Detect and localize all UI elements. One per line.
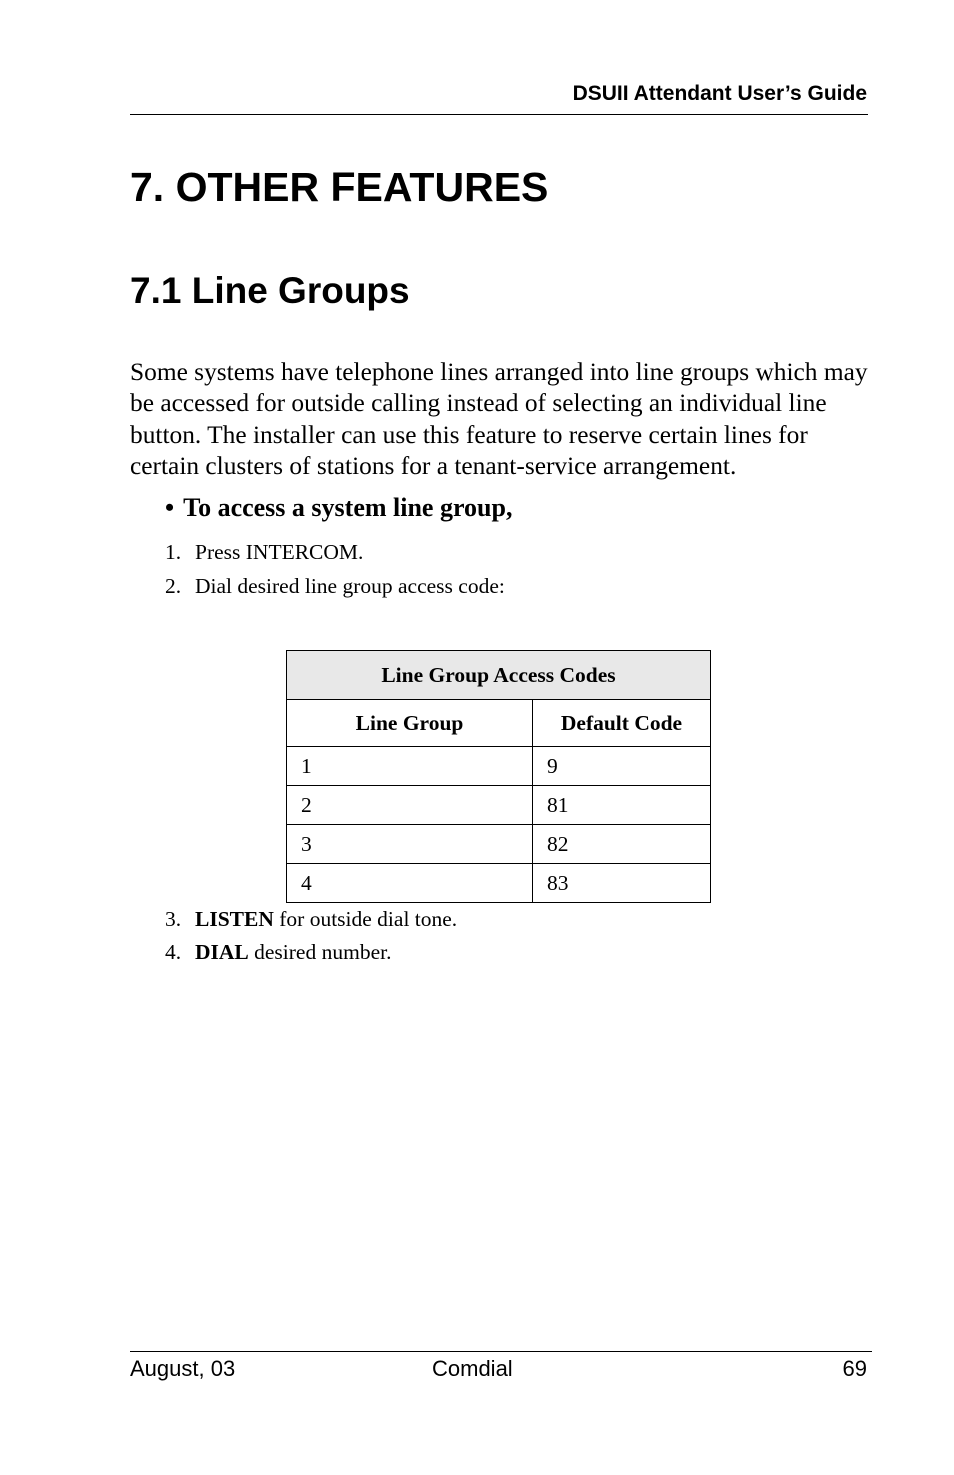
step-2 bbox=[165, 571, 505, 601]
step-1 bbox=[165, 537, 363, 567]
table-header-row bbox=[287, 700, 711, 747]
table-cell: 83 bbox=[533, 864, 711, 903]
step-text: Press INTERCOM. bbox=[195, 540, 364, 564]
step-3 bbox=[165, 904, 457, 934]
table-row bbox=[287, 825, 711, 864]
step-text: for outside dial tone. bbox=[273, 907, 458, 931]
footer-date: August, 03 bbox=[130, 1356, 236, 1381]
header-rule bbox=[130, 114, 868, 115]
footer-rule bbox=[130, 1351, 872, 1352]
table-row bbox=[287, 747, 711, 786]
step-keyword: LISTEN bbox=[195, 907, 274, 931]
step-text: desired number. bbox=[248, 940, 392, 964]
intro-paragraph: Some systems have telephone lines arranged into line groups which may be accessed for outside calling instead of selecting an individual line button. The installer can use this feature to reserve certain lines for certain clusters of stations for a tenant-service arrangement. bbox=[130, 358, 868, 480]
line-group-access-codes-table bbox=[286, 650, 711, 903]
procedure-heading-text: To access a system line group, bbox=[183, 493, 513, 522]
table-row bbox=[287, 786, 711, 825]
step-text: Dial desired line group access code: bbox=[195, 574, 505, 598]
step-number: 2. bbox=[165, 574, 182, 598]
table-row bbox=[287, 864, 711, 903]
column-header-default-code: Default Code bbox=[533, 700, 711, 747]
table-cell: 9 bbox=[533, 747, 711, 786]
chapter-title: 7. OTHER FEATURES bbox=[130, 164, 549, 210]
step-number: 3. bbox=[165, 907, 182, 931]
footer-company: Comdial bbox=[432, 1356, 513, 1381]
step-4 bbox=[165, 937, 391, 967]
table-cell: 1 bbox=[287, 747, 533, 786]
procedure-heading bbox=[165, 490, 512, 526]
table-caption-row bbox=[287, 651, 711, 700]
running-header: DSUII Attendant User’s Guide bbox=[572, 82, 867, 105]
bullet-icon: • bbox=[165, 493, 175, 522]
page-number: 69 bbox=[842, 1356, 867, 1381]
step-number: 1. bbox=[165, 540, 182, 564]
table-caption: Line Group Access Codes bbox=[287, 651, 711, 700]
column-header-line-group: Line Group bbox=[287, 700, 533, 747]
step-number: 4. bbox=[165, 940, 182, 964]
table-cell: 82 bbox=[533, 825, 711, 864]
section-title: 7.1 Line Groups bbox=[130, 270, 410, 311]
table-cell: 2 bbox=[287, 786, 533, 825]
table-cell: 3 bbox=[287, 825, 533, 864]
table-cell: 4 bbox=[287, 864, 533, 903]
table-cell: 81 bbox=[533, 786, 711, 825]
step-keyword: DIAL bbox=[195, 940, 249, 964]
